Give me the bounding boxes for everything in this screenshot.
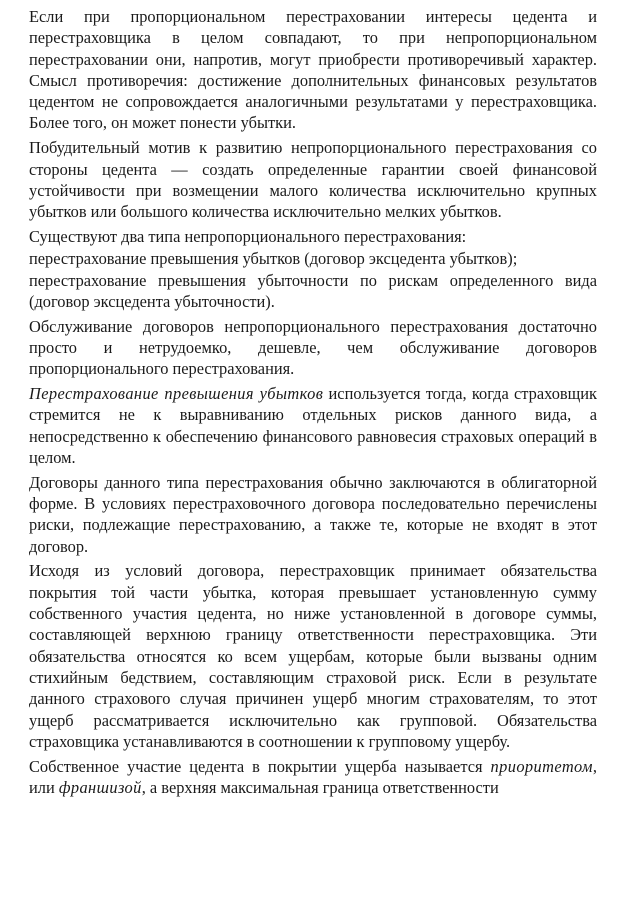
paragraph-text: Договоры данного типа перестрахования обычно заключаются в облигаторной форме. В условиях перестраховочного договора последовательно перечислены риски, подлежащие перестрахованию, а также те, которые не входят в этот договор. [29,472,597,556]
term-emphasis: франшизой [58,777,142,797]
paragraph-interests-conflict [29,6,597,134]
paragraph-types-intro [29,226,597,247]
paragraph-excess-of-loss-definition [29,383,597,468]
paragraph-text: , а верхняя максимальная граница ответственности [141,777,499,797]
paragraph-obligatory-form [29,472,597,557]
paragraph-text: , или [29,756,597,797]
paragraph-text: Если при пропорциональном перестраховании интересы цедента и перестраховщика в целом совпадают, то при непропорциональном перестраховании они, напротив, могут приобрести противоречивый характер. Смысл противоречия: достижение дополнительных финансовых результатов цедентом не сопровождается аналогичными результатами у перестраховщика. Более того, он может понести убытки. [29,7,597,133]
paragraph-cedent-motive [29,137,597,222]
paragraph-servicing [29,316,597,380]
paragraph-text: Существуют два типа непропорционального перестрахования: [29,226,467,246]
list-item-text: перестрахование превышения убыточности по рискам определенного вида (договор эксцедента убыточности). [29,270,597,311]
paragraph-reinsurer-obligations [29,560,597,752]
paragraph-priority-franchise [29,756,597,799]
paragraph-text: Обслуживание договоров непропорционального перестрахования достаточно просто и нетрудоемко, дешевле, чем обслуживание договоров пропорционального перестрахования. [29,316,597,379]
list-item-stop-loss [29,270,597,313]
paragraph-text: используется тогда, когда страховщик стремится не к выравниванию отдельных рисков данного вида, а непосредственно к обеспечению финансового равновесия страховых операций в целом. [29,384,597,467]
list-item-excess-of-loss [29,248,597,269]
term-emphasis: Перестрахование превышения убытков [29,384,324,404]
paragraph-text: Собственное участие цедента в покрытии ущерба называется [29,756,491,776]
list-item-text: перестрахование превышения убытков (договор эксцедента убытков); [29,248,518,268]
term-emphasis: приоритетом [490,756,593,776]
document-page [29,6,597,802]
paragraph-text: Исходя из условий договора, перестраховщик принимает обязательства покрытия той части убытка, которая превышает установленную сумму собственного участия цедента, но ниже установленной в договоре суммы, составляющей верхнюю границу ответственности перестраховщика. Эти обязательства относятся ко всем ущербам, которые были вызваны одним стихийным бедствием, составляющим страховой риск. Если в результате данного страхового случая причинен ущерб многим страхователям, то этот ущерб рассматривается исключительно как групповой. Обязательства страховщика устанавливаются в соотношении к групповому ущербу. [29,561,597,751]
paragraph-text: Побудительный мотив к развитию непропорционального перестрахования со стороны цедента — создать определенные гарантии своей финансовой устойчивости при возмещении малого количества исключительно крупных убытков или большого количества исключительно мелких убытков. [29,138,597,222]
